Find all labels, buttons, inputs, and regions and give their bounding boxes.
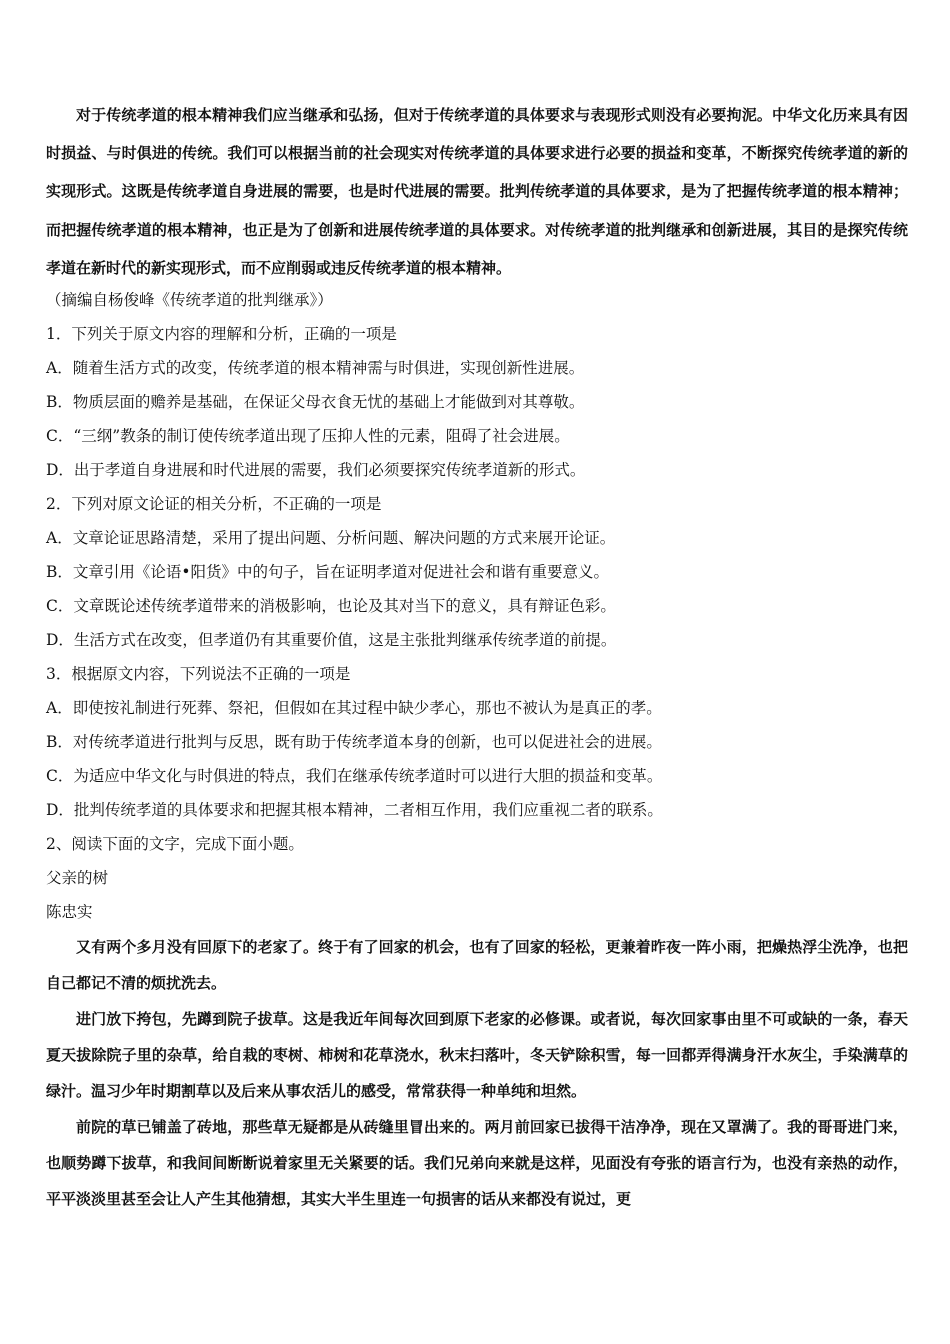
question-1 — [46, 317, 908, 487]
option-a: A．即使按礼制进行死葬、祭祀，但假如在其过程中缺少孝心，那也不被认为是真正的孝。 — [46, 699, 662, 718]
option-b: B．文章引用《论语•阳货》中的句子，旨在证明孝道对促进社会和谐有重要意义。 — [46, 563, 610, 582]
section-instruction: 2、阅读下面的文字，完成下面小题。 — [46, 835, 304, 854]
option-b: B．对传统孝道进行批判与反思，既有助于传统孝道本身的创新，也可以促进社会的进展。 — [46, 733, 662, 752]
passage-source: （摘编自杨俊峰《传统孝道的批判继承》） — [46, 291, 333, 310]
article-paragraph: 又有两个多月没有回原下的老家了。终于有了回家的机会，也有了回家的轻松，更兼着昨夜一阵小雨，把燥热浮尘洗净，也把自己都记不清的烦扰洗去。 — [46, 938, 908, 993]
option-a: A．文章论证思路清楚，采用了提出问题、分析问题、解决问题的方式来展开论证。 — [46, 529, 616, 548]
question-3 — [46, 657, 908, 827]
question-stem: 2．下列对原文论证的相关分析，不正确的一项是 — [46, 495, 382, 514]
option-d: D．批判传统孝道的具体要求和把握其根本精神，二者相互作用，我们应重视二者的联系。 — [46, 801, 663, 820]
option-b: B．物质层面的赡养是基础，在保证父母衣食无忧的基础上才能做到对其尊敬。 — [46, 393, 585, 412]
option-d: D．生活方式在改变，但孝道仍有其重要价值，这是主张批判继承传统孝道的前提。 — [46, 631, 617, 650]
article-paragraph: 进门放下挎包，先蹲到院子拔草。这是我近年间每次回到原下老家的必修课。或者说，每次回家事由里不可或缺的一条，春天夏天拔除院子里的杂草，给自栽的枣树、柿树和花草浇水，秋末扫落叶，冬天铲除积雪，每一回都弄得满身汗水灰尘，手染满草的绿汁。温习少年时期割草以及后来从事农活儿的感受，常常获得一种单纯和坦然。 — [46, 1010, 908, 1101]
option-c: C．为适应中华文化与时俱进的特点，我们在继承传统孝道时可以进行大胆的损益和变革。 — [46, 767, 663, 786]
option-d: D．出于孝道自身进展和时代进展的需要，我们必须要探究传统孝道新的形式。 — [46, 461, 586, 480]
document-page — [46, 96, 908, 1217]
article-author: 陈忠实 — [46, 903, 93, 922]
passage-paragraph: 对于传统孝道的根本精神我们应当继承和弘扬，但对于传统孝道的具体要求与表现形式则没有必要拘泥。中华文化历来具有因时损益、与时俱进的传统。我们可以根据当前的社会现实对传统孝道的具体要求进行必要的损益和变革，不断探究传统孝道的新的实现形式。这既是传统孝道自身进展的需要，也是时代进展的需要。批判传统孝道的具体要求，是为了把握传统孝道的根本精神；而把握传统孝道的根本精神，也正是为了创新和进展传统孝道的具体要求。对传统孝道的批判继承和创新进展，其目的是探究传统孝道在新时代的新实现形式，而不应削弱或违反传统孝道的根本精神。 — [46, 106, 908, 277]
article-title: 父亲的树 — [46, 869, 109, 888]
question-stem: 1．下列关于原文内容的理解和分析，正确的一项是 — [46, 325, 397, 344]
option-c: C．“三纲”教条的制订使传统孝道出现了压抑人性的元素，阻碍了社会进展。 — [46, 427, 570, 446]
option-c: C．文章既论述传统孝道带来的消极影响，也论及其对当下的意义，具有辩证色彩。 — [46, 597, 616, 616]
question-stem: 3．根据原文内容，下列说法不正确的一项是 — [46, 665, 351, 684]
question-2 — [46, 487, 908, 657]
option-a: A．随着生活方式的改变，传统孝道的根本精神需与时俱进，实现创新性进展。 — [46, 359, 585, 378]
article-paragraph: 前院的草已铺盖了砖地，那些草无疑都是从砖缝里冒出来的。两月前回家已拔得干洁净净，现在又罩满了。我的哥哥进门来，也顺势蹲下拔草，和我间间断断说着家里无关紧要的话。我们兄弟向来就是这样，见面没有夸张的语言行为，也没有亲热的动作，平平淡淡里甚至会让人产生其他猜想，其实大半生里连一句损害的话从来都没有说过，更 — [46, 1118, 908, 1209]
